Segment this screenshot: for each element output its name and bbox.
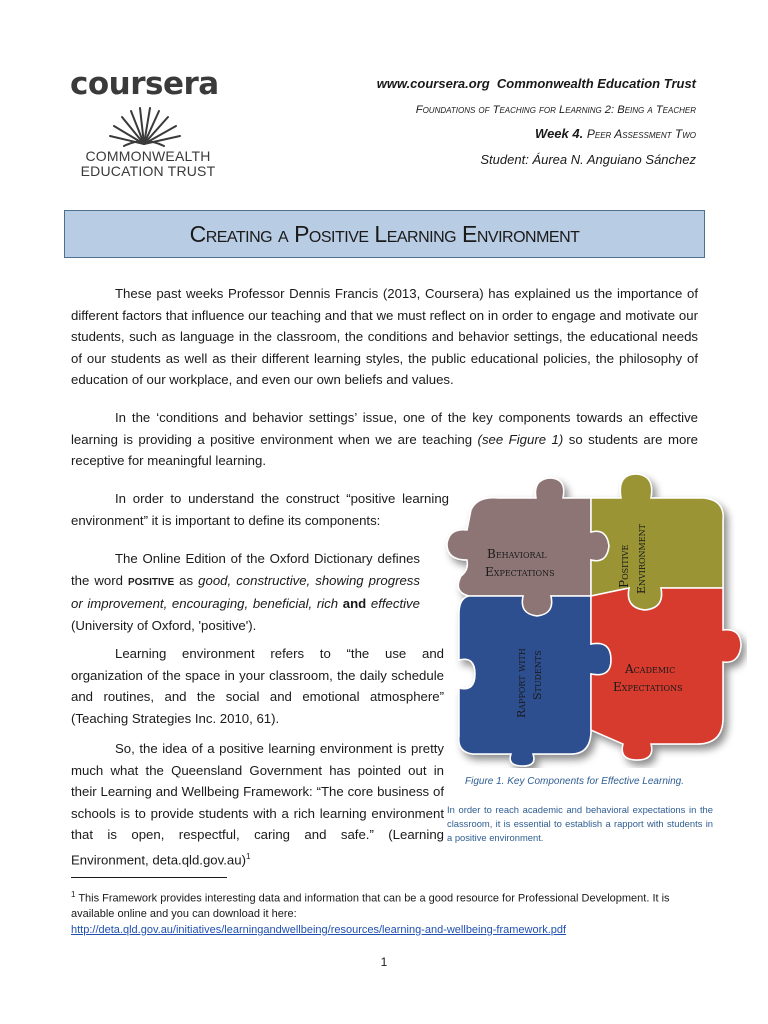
label-academic-1: Academic (625, 662, 676, 676)
paragraph-oxford (71, 548, 420, 636)
week-label: Week 4. (535, 126, 584, 141)
label-behavioral-1: Behavioral (487, 547, 547, 561)
paragraph-construct (71, 488, 449, 531)
label-rapport-2: Students (531, 650, 544, 700)
paragraph-intro (71, 283, 698, 391)
header-student-line (480, 152, 696, 167)
header-week-line (535, 126, 696, 141)
label-positive-2: Environment (635, 524, 648, 594)
logo-line-2: EDUCATION TRUST (80, 163, 216, 179)
footnote-number: 1 (71, 890, 76, 899)
org-name-text: Commonwealth Education Trust (496, 76, 696, 91)
definition-text: good, constructive, showing progress or improvement, encouraging, beneficial, rich (71, 572, 420, 611)
oxford-citation: (University of Oxford, 'positive'). (71, 617, 257, 633)
figure-reference: (see Figure 1) (477, 431, 564, 447)
header-website-line (377, 76, 696, 91)
coursera-logo: coursera (70, 66, 219, 102)
footnote-marker: 1 (245, 851, 251, 861)
course-name: Foundations of Teaching for Learning 2: Being a Teacher (415, 104, 696, 116)
label-academic-2: Expectations (613, 680, 683, 694)
framework-download-link[interactable]: http://deta.qld.gov.au/initiatives/learningandwellbeing/resources/learning-and-wellbeing-framework.pdf (71, 923, 567, 936)
paragraph-learning-environment (71, 643, 444, 729)
paragraph-conditions-text-a: In the ‘conditions and behavior settings’ issue, one of the key components towards an effective learning is providing a positive environment when we are teaching (71, 410, 698, 447)
label-positive-1: Positive (617, 544, 631, 588)
label-behavioral-2: Expectations (485, 565, 555, 579)
paragraph-intro-text: These past weeks Professor Dennis Francis (2013, Coursera) has explained us the importance of different factors that influence our teaching and that we must reflect on in order to engage and motivate our students, such as language in the classroom, the conditions and behavior settings, the educational needs of our students as well as their different learning styles, the public educational policies, the philosophy of education of our workplace, and even our own beliefs and values. (71, 286, 698, 387)
learning-environment-text: Learning environment refers to “the use and organization of the space in your classroom, the daily schedule and routines, and the social and emotional atmosphere” (Teaching Strategies Inc. 2010, 61). (71, 646, 444, 726)
commonwealth-trust-emblem-icon (104, 106, 184, 150)
oxford-and: and (342, 596, 367, 611)
puzzle-figure (441, 468, 747, 768)
commonwealth-trust-logo-text (73, 149, 223, 179)
oxford-text-a: The Online Edition of the Oxford Dictionary defines the word (71, 551, 420, 588)
footnote (71, 887, 701, 938)
title-box (64, 210, 705, 258)
paragraph-conditions (71, 407, 698, 472)
figure-note: In order to reach academic and behavioral expectations in the classroom, it is essential to establish a rapport with students in a positive environment. (447, 804, 713, 843)
assessment-label: Peer Assessment Two (586, 127, 696, 141)
logo-line-1: COMMONWEALTH (85, 148, 211, 164)
paragraph-conditions-text-b: so students are more receptive for meaningful learning. (71, 431, 698, 468)
definition-effective: effective (370, 596, 420, 611)
figure-caption: Figure 1. Key Components for Effective Learning. (465, 776, 685, 787)
paragraph-queensland (71, 738, 444, 870)
footnote-text: This Framework provides interesting data and information that can be a good resource for Professional Development. It is available online and you can download it here: (71, 892, 670, 921)
paragraph-construct-text: In order to understand the construct “positive learning environment” it is important to define its components: (71, 491, 449, 528)
student-name: Student: Áurea N. Anguiano Sánchez (480, 152, 696, 167)
footnote-divider (71, 877, 227, 878)
website-text: www.coursera.org (376, 76, 490, 91)
oxford-text-b: as (179, 572, 194, 588)
word-positive: POSITIVE (128, 576, 175, 588)
page-number: 1 (380, 955, 388, 969)
page-title: Creating a Positive Learning Environment (189, 220, 580, 247)
header-course-line (416, 101, 696, 116)
queensland-text: So, the idea of a positive learning environment is pretty much what the Queensland Government has pointed out in their Learning and Wellbeing Framework: “The core business of schools is to provide students with a rich learning environment that is open, respectful, caring and safe.” (Learning Environment, deta.qld.gov.au) (71, 741, 444, 867)
label-rapport-1: Rapport with (515, 648, 528, 718)
